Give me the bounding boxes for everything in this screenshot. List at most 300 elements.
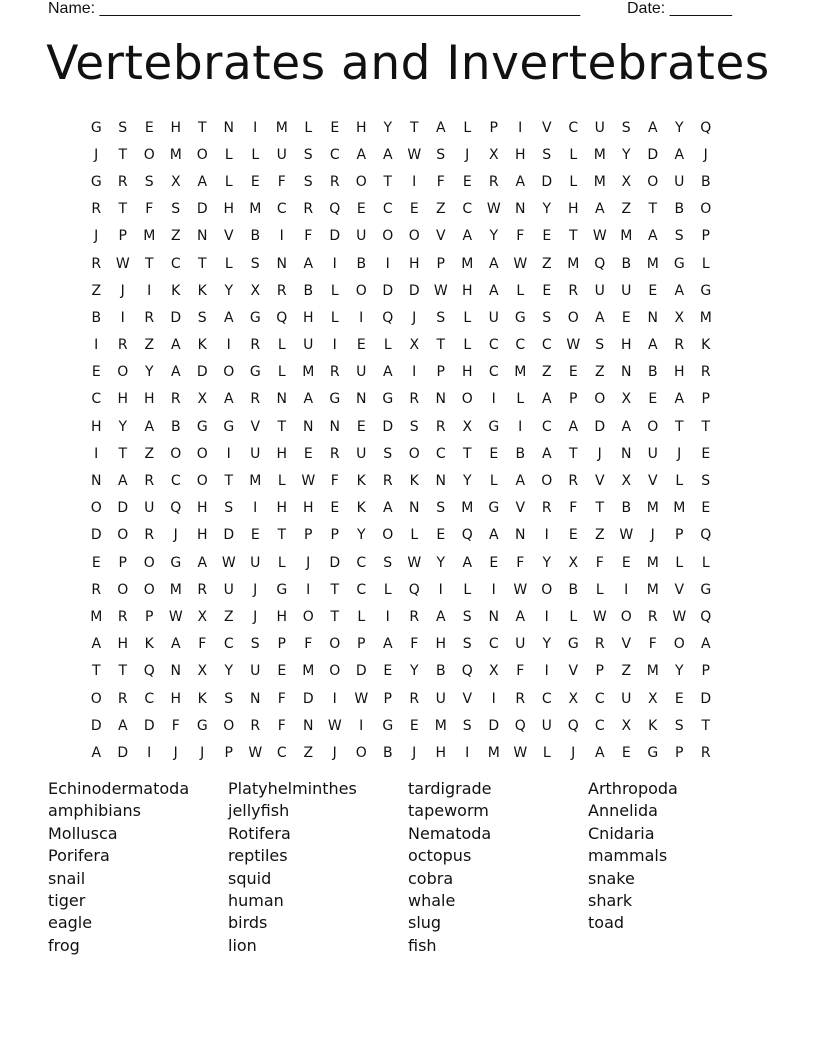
grid-letter: A <box>197 554 208 571</box>
word-bank-item: human <box>228 891 284 911</box>
grid-letter: X <box>197 663 208 680</box>
grid-letter: C <box>144 690 155 707</box>
grid-letter: F <box>304 636 313 653</box>
grid-letter: I <box>518 119 523 136</box>
grid-letter: J <box>332 744 337 761</box>
grid-letter: U <box>144 500 155 517</box>
grid-letter: A <box>488 527 499 544</box>
grid-letter: V <box>568 663 579 680</box>
grid-letter: O <box>408 228 420 245</box>
grid-letter: E <box>436 527 446 544</box>
grid-letter: H <box>90 418 102 435</box>
grid-letter: R <box>144 309 155 326</box>
grid-letter: E <box>648 391 658 408</box>
grid-letter: E <box>621 744 631 761</box>
grid-letter: F <box>648 636 657 653</box>
grid-letter: B <box>647 364 658 381</box>
grid-letter: Y <box>144 364 154 381</box>
grid-letter: R <box>515 690 526 707</box>
grid-letter: Q <box>514 717 526 734</box>
grid-letter: O <box>355 282 367 299</box>
grid-letter: Q <box>594 255 606 272</box>
grid-letter: M <box>646 663 659 680</box>
grid-letter: M <box>593 146 606 163</box>
grid-letter: G <box>567 636 579 653</box>
grid-letter: N <box>647 309 658 326</box>
grid-letter: Z <box>621 201 632 218</box>
grid-letter: M <box>699 309 712 326</box>
grid-letter: S <box>383 554 393 571</box>
grid-letter: I <box>412 364 417 381</box>
grid-letter: V <box>647 473 658 490</box>
grid-letter: R <box>276 282 287 299</box>
grid-letter: R <box>409 608 420 625</box>
grid-letter: H <box>673 364 685 381</box>
grid-letter: B <box>170 418 181 435</box>
grid-letter: O <box>382 228 394 245</box>
grid-letter: M <box>620 228 633 245</box>
grid-letter: Y <box>224 663 234 680</box>
grid-letter: I <box>120 309 125 326</box>
grid-letter: A <box>674 282 685 299</box>
word-bank-item: cobra <box>408 868 454 888</box>
grid-letter: C <box>594 717 605 734</box>
grid-letter: I <box>332 255 337 272</box>
grid-letter: A <box>488 282 499 299</box>
grid-letter: O <box>594 391 606 408</box>
grid-letter: L <box>224 255 233 272</box>
grid-letter: I <box>306 581 311 598</box>
grid-letter: C <box>541 337 552 354</box>
grid-letter: R <box>647 608 658 625</box>
grid-letter: G <box>488 418 500 435</box>
grid-letter: C <box>170 473 181 490</box>
grid-letter: W <box>619 527 634 544</box>
grid-letter: G <box>223 418 235 435</box>
grid-letter: A <box>91 744 102 761</box>
grid-letter: Y <box>118 418 128 435</box>
grid-letter: E <box>409 717 419 734</box>
grid-letter: P <box>436 364 445 381</box>
grid-letter: Z <box>144 337 155 354</box>
grid-letter: H <box>276 500 288 517</box>
word-bank-item: Platyhelminthes <box>228 779 357 798</box>
grid-letter: X <box>621 173 632 190</box>
grid-letter: H <box>196 527 208 544</box>
grid-letter: I <box>491 690 496 707</box>
grid-letter: M <box>302 364 315 381</box>
grid-letter: W <box>486 201 501 218</box>
grid-letter: C <box>488 364 499 381</box>
grid-letter: G <box>700 581 712 598</box>
grid-letter: Y <box>462 473 472 490</box>
grid-letter: S <box>224 690 234 707</box>
grid-letter: H <box>514 146 526 163</box>
grid-letter: A <box>382 364 393 381</box>
grid-letter: D <box>408 282 420 299</box>
grid-letter: R <box>329 364 340 381</box>
grid-letter: E <box>303 445 313 462</box>
word-bank-item: tiger <box>48 891 86 911</box>
grid-letter: A <box>435 608 446 625</box>
word-bank-item: jellyfish <box>228 801 290 821</box>
grid-letter: S <box>224 500 234 517</box>
grid-letter: N <box>329 418 340 435</box>
grid-letter: K <box>197 282 207 299</box>
grid-letter: O <box>196 146 208 163</box>
grid-letter: O <box>329 636 341 653</box>
grid-letter: O <box>170 445 182 462</box>
grid-letter: M <box>673 500 686 517</box>
page-title: Vertebrates and Invertebrates <box>46 36 770 91</box>
grid-letter: H <box>408 255 420 272</box>
grid-letter: Y <box>224 282 234 299</box>
grid-letter: F <box>304 228 313 245</box>
grid-letter: A <box>515 608 526 625</box>
grid-letter: T <box>118 445 128 462</box>
grid-letter: Q <box>329 201 341 218</box>
grid-letter: I <box>465 744 470 761</box>
grid-letter: U <box>223 581 234 598</box>
grid-letter: I <box>624 581 629 598</box>
grid-letter: W <box>301 473 316 490</box>
grid-letter: C <box>329 146 340 163</box>
word-bank-column <box>48 778 228 957</box>
grid-letter: U <box>435 690 446 707</box>
grid-letter: G <box>329 391 341 408</box>
grid-letter: E <box>330 500 340 517</box>
grid-letter: I <box>438 581 443 598</box>
grid-letter: U <box>621 690 632 707</box>
grid-letter: N <box>621 445 632 462</box>
grid-letter: L <box>330 309 339 326</box>
grid-letter: X <box>197 391 208 408</box>
grid-letter: O <box>302 608 314 625</box>
grid-letter: C <box>170 255 181 272</box>
word-bank-item: whale <box>408 891 456 911</box>
grid-letter: N <box>621 364 632 381</box>
grid-letter: D <box>196 364 208 381</box>
grid-letter: A <box>435 119 446 136</box>
grid-letter: Z <box>303 744 314 761</box>
grid-letter: H <box>302 309 314 326</box>
grid-letter: O <box>90 690 102 707</box>
grid-letter: S <box>436 500 446 517</box>
grid-letter: E <box>621 309 631 326</box>
grid-letter: X <box>409 337 420 354</box>
grid-letter: A <box>117 717 128 734</box>
grid-letter: U <box>541 717 552 734</box>
grid-letter: S <box>436 309 446 326</box>
grid-letter: Y <box>621 146 631 163</box>
grid-letter: C <box>356 581 367 598</box>
grid-letter: T <box>701 418 711 435</box>
word-bank-item: Echinodermatoda <box>48 779 190 798</box>
grid-letter: Q <box>276 309 288 326</box>
grid-letter: G <box>196 717 208 734</box>
word-bank-item: fish <box>408 935 437 955</box>
grid-letter: A <box>170 337 181 354</box>
grid-letter: D <box>355 663 367 680</box>
grid-letter: O <box>117 364 129 381</box>
grid-letter: U <box>356 228 367 245</box>
word-bank-item: squid <box>228 868 272 888</box>
grid-letter: R <box>488 173 499 190</box>
grid-letter: K <box>197 690 207 707</box>
grid-letter: C <box>356 554 367 571</box>
grid-letter: F <box>516 554 525 571</box>
grid-letter: W <box>513 744 528 761</box>
grid-letter: M <box>461 255 474 272</box>
grid-letter: R <box>568 473 579 490</box>
grid-letter: A <box>515 173 526 190</box>
grid-letter: T <box>701 717 711 734</box>
grid-letter: P <box>277 636 286 653</box>
grid-letter: T <box>462 445 472 462</box>
word-bank-item: toad <box>588 913 625 933</box>
grid-letter: P <box>330 527 339 544</box>
grid-letter: P <box>357 636 366 653</box>
grid-letter: L <box>542 744 551 761</box>
grid-letter: A <box>568 418 579 435</box>
grid-letter: P <box>569 391 578 408</box>
grid-letter: R <box>91 581 102 598</box>
grid-letter: O <box>117 581 129 598</box>
grid-letter: W <box>513 581 528 598</box>
grid-letter: I <box>94 337 99 354</box>
grid-letter: X <box>250 282 261 299</box>
grid-letter: Q <box>461 527 473 544</box>
grid-letter: L <box>463 309 472 326</box>
grid-letter: N <box>276 391 287 408</box>
grid-letter: R <box>250 717 261 734</box>
grid-letter: C <box>488 337 499 354</box>
grid-letter: A <box>223 391 234 408</box>
grid-letter: P <box>701 391 710 408</box>
grid-letter: Q <box>700 527 712 544</box>
grid-letter: M <box>593 173 606 190</box>
grid-letter: O <box>647 173 659 190</box>
grid-letter: I <box>279 228 284 245</box>
grid-letter: Z <box>170 228 181 245</box>
grid-letter: K <box>409 473 419 490</box>
grid-letter: O <box>673 636 685 653</box>
grid-letter: S <box>462 608 472 625</box>
grid-letter: G <box>488 500 500 517</box>
grid-letter: N <box>356 391 367 408</box>
grid-letter: B <box>621 255 632 272</box>
grid-letter: A <box>541 391 552 408</box>
grid-letter: C <box>488 636 499 653</box>
grid-letter: K <box>144 636 154 653</box>
grid-letter: R <box>674 337 685 354</box>
grid-letter: O <box>223 717 235 734</box>
grid-letter: T <box>118 146 128 163</box>
grid-letter: L <box>489 473 498 490</box>
grid-letter: V <box>223 228 234 245</box>
grid-letter: S <box>674 717 684 734</box>
grid-letter: D <box>382 282 394 299</box>
grid-letter: S <box>303 173 313 190</box>
grid-letter: H <box>143 391 155 408</box>
grid-letter: T <box>330 581 340 598</box>
grid-letter: M <box>646 581 659 598</box>
grid-letter: O <box>355 173 367 190</box>
grid-letter: W <box>168 608 183 625</box>
grid-letter: Y <box>409 663 419 680</box>
grid-letter: E <box>648 282 658 299</box>
grid-letter: H <box>461 282 473 299</box>
word-bank-item: mammals <box>588 846 668 866</box>
grid-letter: A <box>462 554 473 571</box>
grid-letter: R <box>170 391 181 408</box>
grid-letter: M <box>275 119 288 136</box>
grid-letter: E <box>277 663 287 680</box>
grid-letter: E <box>409 201 419 218</box>
grid-letter: A <box>382 636 393 653</box>
grid-letter: X <box>568 554 579 571</box>
grid-letter: A <box>647 119 658 136</box>
grid-letter: K <box>171 282 181 299</box>
grid-letter: P <box>383 690 392 707</box>
grid-letter: Q <box>461 663 473 680</box>
grid-letter: T <box>224 473 234 490</box>
grid-letter: C <box>515 337 526 354</box>
grid-letter: E <box>91 554 101 571</box>
grid-letter: V <box>674 581 685 598</box>
grid-letter: S <box>197 309 207 326</box>
grid-letter: C <box>594 690 605 707</box>
grid-letter: X <box>568 690 579 707</box>
word-bank-item: Porifera <box>48 846 110 866</box>
grid-letter: H <box>435 636 447 653</box>
grid-letter: O <box>700 201 712 218</box>
grid-letter: A <box>621 418 632 435</box>
grid-letter: E <box>330 119 340 136</box>
grid-letter: D <box>90 717 102 734</box>
grid-letter: X <box>170 173 181 190</box>
grid-letter: X <box>488 663 499 680</box>
grid-letter: N <box>276 255 287 272</box>
grid-letter: Y <box>436 554 446 571</box>
grid-letter: W <box>566 337 581 354</box>
grid-letter: H <box>276 608 288 625</box>
grid-letter: A <box>303 391 314 408</box>
grid-letter: D <box>143 717 155 734</box>
grid-letter: U <box>356 445 367 462</box>
grid-letter: A <box>488 255 499 272</box>
grid-letter: E <box>489 554 499 571</box>
grid-letter: P <box>675 744 684 761</box>
grid-letter: L <box>224 173 233 190</box>
word-bank-item: birds <box>228 913 268 933</box>
grid-letter: G <box>647 744 659 761</box>
grid-letter: Q <box>700 608 712 625</box>
grid-letter: W <box>433 282 448 299</box>
grid-letter: H <box>117 636 129 653</box>
grid-letter: N <box>303 717 314 734</box>
word-bank-item: slug <box>408 913 442 933</box>
grid-letter: E <box>489 445 499 462</box>
grid-letter: H <box>461 364 473 381</box>
grid-letter: Q <box>408 581 420 598</box>
grid-letter: A <box>170 364 181 381</box>
grid-letter: G <box>249 309 261 326</box>
grid-letter: J <box>597 445 602 462</box>
grid-letter: A <box>170 636 181 653</box>
grid-letter: P <box>489 119 498 136</box>
grid-letter: U <box>594 119 605 136</box>
grid-letter: R <box>409 391 420 408</box>
name-field: Name: ______________________________________________________ <box>48 0 581 17</box>
grid-letter: H <box>302 500 314 517</box>
grid-letter: J <box>650 527 655 544</box>
grid-letter: I <box>332 337 337 354</box>
word-bank-column <box>588 778 768 957</box>
grid-letter: B <box>250 228 261 245</box>
grid-letter: S <box>701 473 711 490</box>
grid-letter: O <box>647 418 659 435</box>
grid-letter: V <box>435 228 446 245</box>
grid-letter: H <box>276 445 288 462</box>
grid-letter: R <box>91 255 102 272</box>
grid-letter: J <box>173 744 178 761</box>
grid-letter: O <box>196 473 208 490</box>
word-bank-item: frog <box>48 935 80 955</box>
grid-letter: T <box>91 663 101 680</box>
grid-letter: M <box>487 744 500 761</box>
grid-letter: E <box>250 173 260 190</box>
grid-letter: T <box>277 418 287 435</box>
word-bank-item: Cnidaria <box>588 823 655 843</box>
grid-letter: D <box>647 146 659 163</box>
grid-letter: M <box>461 500 474 517</box>
grid-letter: R <box>382 473 393 490</box>
grid-letter: H <box>435 744 447 761</box>
grid-letter: E <box>356 337 366 354</box>
grid-letter: A <box>674 391 685 408</box>
grid-letter: X <box>621 473 632 490</box>
grid-letter: P <box>701 228 710 245</box>
grid-letter: N <box>197 228 208 245</box>
grid-letter: E <box>250 527 260 544</box>
grid-letter: I <box>94 445 99 462</box>
grid-letter: W <box>592 228 607 245</box>
grid-letter: D <box>117 744 129 761</box>
grid-letter: C <box>462 201 473 218</box>
grid-letter: D <box>170 309 182 326</box>
grid-letter: L <box>675 554 684 571</box>
grid-letter: G <box>700 282 712 299</box>
grid-letter: U <box>276 146 287 163</box>
grid-letter: F <box>516 228 525 245</box>
grid-letter: A <box>144 418 155 435</box>
grid-letter: E <box>462 173 472 190</box>
grid-letter: R <box>117 173 128 190</box>
grid-letter: J <box>677 445 682 462</box>
grid-letter: K <box>356 500 366 517</box>
grid-letter: T <box>118 663 128 680</box>
grid-letter: B <box>674 201 685 218</box>
grid-letter: B <box>621 500 632 517</box>
grid-letter: T <box>118 201 128 218</box>
grid-letter: V <box>621 636 632 653</box>
grid-letter: D <box>90 527 102 544</box>
grid-letter: J <box>465 146 470 163</box>
grid-letter: D <box>329 228 341 245</box>
word-bank-column <box>228 778 408 957</box>
grid-letter: M <box>169 146 182 163</box>
